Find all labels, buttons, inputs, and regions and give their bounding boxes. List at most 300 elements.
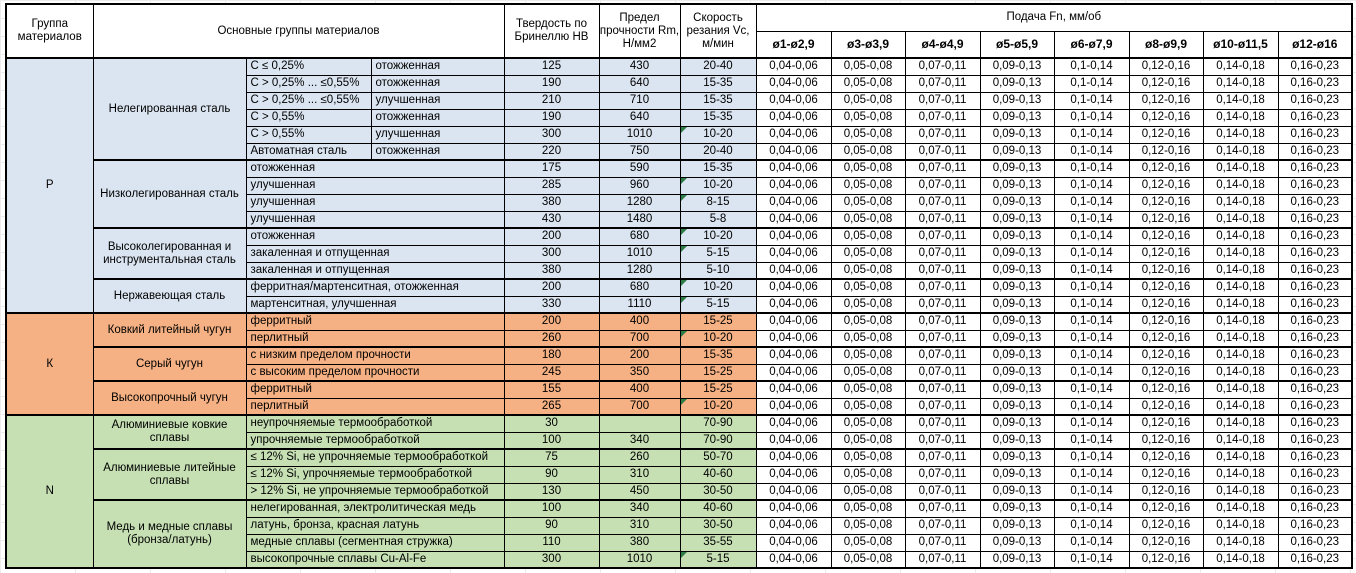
- feed-cell[interactable]: 0,05-0,08: [831, 92, 905, 109]
- speed-cell[interactable]: 15-25: [680, 313, 756, 330]
- feed-cell[interactable]: 0,05-0,08: [831, 347, 905, 364]
- feed-cell[interactable]: 0,1-0,14: [1054, 194, 1129, 211]
- feed-cell[interactable]: 0,16-0,23: [1278, 449, 1352, 466]
- condition-cell[interactable]: ≤ 12% Si, не упрочняемые термообработкой: [246, 449, 504, 466]
- hardness-cell[interactable]: 100: [504, 432, 599, 449]
- strength-cell[interactable]: 1010: [599, 551, 680, 568]
- feed-cell[interactable]: 0,04-0,06: [756, 483, 831, 500]
- feed-cell[interactable]: 0,16-0,23: [1278, 296, 1352, 313]
- feed-cell[interactable]: 0,1-0,14: [1054, 432, 1129, 449]
- condition-cell[interactable]: ферритный: [246, 313, 504, 330]
- group-code-cell[interactable]: P: [6, 58, 93, 313]
- feed-cell[interactable]: 0,07-0,11: [905, 160, 980, 177]
- feed-cell[interactable]: 0,1-0,14: [1054, 296, 1129, 313]
- treatment-cell[interactable]: отожженная: [371, 75, 504, 92]
- feed-cell[interactable]: 0,05-0,08: [831, 500, 905, 517]
- feed-cell[interactable]: 0,05-0,08: [831, 398, 905, 415]
- condition-cell[interactable]: перлитный: [246, 398, 504, 415]
- strength-cell[interactable]: 1010: [599, 126, 680, 143]
- feed-cell[interactable]: 0,05-0,08: [831, 449, 905, 466]
- feed-cell[interactable]: 0,04-0,06: [756, 245, 831, 262]
- feed-cell[interactable]: 0,1-0,14: [1054, 126, 1129, 143]
- speed-cell[interactable]: 30-50: [680, 517, 756, 534]
- hardness-cell[interactable]: 265: [504, 398, 599, 415]
- speed-cell[interactable]: 20-40: [680, 58, 756, 75]
- feed-cell[interactable]: 0,05-0,08: [831, 143, 905, 160]
- hardness-cell[interactable]: 300: [504, 551, 599, 568]
- speed-cell[interactable]: 15-35: [680, 92, 756, 109]
- header-feed-d8[interactable]: ø12-ø16: [1278, 31, 1352, 58]
- feed-cell[interactable]: 0,09-0,13: [980, 143, 1054, 160]
- feed-cell[interactable]: 0,09-0,13: [980, 381, 1054, 398]
- condition-cell[interactable]: C > 0,55%: [246, 109, 371, 126]
- hardness-cell[interactable]: 90: [504, 466, 599, 483]
- speed-cell[interactable]: 20-40: [680, 143, 756, 160]
- header-speed[interactable]: Скорость резания Vc, м/мин: [680, 4, 756, 58]
- feed-cell[interactable]: 0,14-0,18: [1203, 432, 1278, 449]
- feed-cell[interactable]: 0,04-0,06: [756, 415, 831, 432]
- feed-cell[interactable]: 0,16-0,23: [1278, 330, 1352, 347]
- strength-cell[interactable]: 1280: [599, 194, 680, 211]
- feed-cell[interactable]: 0,07-0,11: [905, 449, 980, 466]
- feed-cell[interactable]: 0,05-0,08: [831, 415, 905, 432]
- feed-cell[interactable]: 0,07-0,11: [905, 75, 980, 92]
- feed-cell[interactable]: 0,04-0,06: [756, 500, 831, 517]
- feed-cell[interactable]: 0,1-0,14: [1054, 92, 1129, 109]
- material-group-cell[interactable]: Высокопрочный чугун: [93, 381, 246, 415]
- header-hardness[interactable]: Твердость по Бринеллю HB: [504, 4, 599, 58]
- strength-cell[interactable]: 1010: [599, 245, 680, 262]
- feed-cell[interactable]: 0,12-0,16: [1129, 279, 1203, 296]
- strength-cell[interactable]: 680: [599, 279, 680, 296]
- feed-cell[interactable]: 0,12-0,16: [1129, 517, 1203, 534]
- feed-cell[interactable]: 0,14-0,18: [1203, 211, 1278, 228]
- feed-cell[interactable]: 0,14-0,18: [1203, 364, 1278, 381]
- feed-cell[interactable]: 0,1-0,14: [1054, 109, 1129, 126]
- feed-cell[interactable]: 0,16-0,23: [1278, 466, 1352, 483]
- condition-cell[interactable]: упрочняемые термообработкой: [246, 432, 504, 449]
- hardness-cell[interactable]: 180: [504, 347, 599, 364]
- feed-cell[interactable]: 0,09-0,13: [980, 398, 1054, 415]
- feed-cell[interactable]: 0,16-0,23: [1278, 500, 1352, 517]
- condition-cell[interactable]: C > 0,25% ... ≤0,55%: [246, 75, 371, 92]
- feed-cell[interactable]: 0,12-0,16: [1129, 466, 1203, 483]
- feed-cell[interactable]: 0,09-0,13: [980, 500, 1054, 517]
- strength-cell[interactable]: 310: [599, 517, 680, 534]
- strength-cell[interactable]: 380: [599, 534, 680, 551]
- speed-cell[interactable]: 40-60: [680, 466, 756, 483]
- speed-cell[interactable]: 5-15: [680, 551, 756, 568]
- feed-cell[interactable]: 0,14-0,18: [1203, 245, 1278, 262]
- feed-cell[interactable]: 0,16-0,23: [1278, 194, 1352, 211]
- feed-cell[interactable]: 0,1-0,14: [1054, 500, 1129, 517]
- feed-cell[interactable]: 0,12-0,16: [1129, 364, 1203, 381]
- speed-cell[interactable]: 10-20: [680, 177, 756, 194]
- speed-cell[interactable]: 15-25: [680, 381, 756, 398]
- feed-cell[interactable]: 0,16-0,23: [1278, 75, 1352, 92]
- feed-cell[interactable]: 0,12-0,16: [1129, 245, 1203, 262]
- feed-cell[interactable]: 0,07-0,11: [905, 330, 980, 347]
- material-group-cell[interactable]: Серый чугун: [93, 347, 246, 381]
- strength-cell[interactable]: 640: [599, 109, 680, 126]
- feed-cell[interactable]: 0,14-0,18: [1203, 466, 1278, 483]
- feed-cell[interactable]: 0,09-0,13: [980, 92, 1054, 109]
- feed-cell[interactable]: 0,1-0,14: [1054, 364, 1129, 381]
- feed-cell[interactable]: 0,09-0,13: [980, 211, 1054, 228]
- hardness-cell[interactable]: 210: [504, 92, 599, 109]
- feed-cell[interactable]: 0,1-0,14: [1054, 466, 1129, 483]
- feed-cell[interactable]: 0,07-0,11: [905, 92, 980, 109]
- feed-cell[interactable]: 0,04-0,06: [756, 347, 831, 364]
- speed-cell[interactable]: 10-20: [680, 279, 756, 296]
- material-group-cell[interactable]: Алюминиевые литейные сплавы: [93, 449, 246, 500]
- feed-cell[interactable]: 0,04-0,06: [756, 211, 831, 228]
- feed-cell[interactable]: 0,04-0,06: [756, 262, 831, 279]
- feed-cell[interactable]: 0,04-0,06: [756, 194, 831, 211]
- feed-cell[interactable]: 0,12-0,16: [1129, 415, 1203, 432]
- strength-cell[interactable]: 200: [599, 347, 680, 364]
- feed-cell[interactable]: 0,1-0,14: [1054, 211, 1129, 228]
- feed-cell[interactable]: 0,05-0,08: [831, 364, 905, 381]
- hardness-cell[interactable]: 200: [504, 313, 599, 330]
- feed-cell[interactable]: 0,12-0,16: [1129, 58, 1203, 75]
- feed-cell[interactable]: 0,14-0,18: [1203, 398, 1278, 415]
- feed-cell[interactable]: 0,04-0,06: [756, 330, 831, 347]
- feed-cell[interactable]: 0,1-0,14: [1054, 279, 1129, 296]
- feed-cell[interactable]: 0,04-0,06: [756, 398, 831, 415]
- strength-cell[interactable]: 260: [599, 449, 680, 466]
- speed-cell[interactable]: 5-15: [680, 296, 756, 313]
- treatment-cell[interactable]: улучшенная: [371, 92, 504, 109]
- feed-cell[interactable]: 0,04-0,06: [756, 228, 831, 245]
- feed-cell[interactable]: 0,1-0,14: [1054, 313, 1129, 330]
- condition-cell[interactable]: с высоким пределом прочности: [246, 364, 504, 381]
- hardness-cell[interactable]: 90: [504, 517, 599, 534]
- feed-cell[interactable]: 0,14-0,18: [1203, 279, 1278, 296]
- speed-cell[interactable]: 5-15: [680, 245, 756, 262]
- feed-cell[interactable]: 0,09-0,13: [980, 177, 1054, 194]
- feed-cell[interactable]: 0,12-0,16: [1129, 126, 1203, 143]
- feed-cell[interactable]: 0,09-0,13: [980, 347, 1054, 364]
- feed-cell[interactable]: 0,09-0,13: [980, 449, 1054, 466]
- feed-cell[interactable]: 0,09-0,13: [980, 551, 1054, 568]
- speed-cell[interactable]: 10-20: [680, 330, 756, 347]
- hardness-cell[interactable]: 300: [504, 126, 599, 143]
- feed-cell[interactable]: 0,16-0,23: [1278, 245, 1352, 262]
- condition-cell[interactable]: высокопрочные сплавы Cu-Al-Fe: [246, 551, 504, 568]
- feed-cell[interactable]: 0,07-0,11: [905, 143, 980, 160]
- feed-cell[interactable]: 0,14-0,18: [1203, 296, 1278, 313]
- feed-cell[interactable]: 0,12-0,16: [1129, 381, 1203, 398]
- feed-cell[interactable]: 0,12-0,16: [1129, 143, 1203, 160]
- feed-cell[interactable]: 0,16-0,23: [1278, 517, 1352, 534]
- feed-cell[interactable]: 0,14-0,18: [1203, 415, 1278, 432]
- feed-cell[interactable]: 0,05-0,08: [831, 432, 905, 449]
- hardness-cell[interactable]: 125: [504, 58, 599, 75]
- strength-cell[interactable]: 310: [599, 466, 680, 483]
- feed-cell[interactable]: 0,07-0,11: [905, 466, 980, 483]
- feed-cell[interactable]: 0,16-0,23: [1278, 143, 1352, 160]
- feed-cell[interactable]: 0,12-0,16: [1129, 500, 1203, 517]
- feed-cell[interactable]: 0,12-0,16: [1129, 330, 1203, 347]
- speed-cell[interactable]: 5-8: [680, 211, 756, 228]
- hardness-cell[interactable]: 260: [504, 330, 599, 347]
- feed-cell[interactable]: 0,07-0,11: [905, 364, 980, 381]
- feed-cell[interactable]: 0,1-0,14: [1054, 143, 1129, 160]
- feed-cell[interactable]: 0,16-0,23: [1278, 432, 1352, 449]
- hardness-cell[interactable]: 430: [504, 211, 599, 228]
- material-group-cell[interactable]: Ковкий литейный чугун: [93, 313, 246, 347]
- hardness-cell[interactable]: 285: [504, 177, 599, 194]
- feed-cell[interactable]: 0,04-0,06: [756, 313, 831, 330]
- feed-cell[interactable]: 0,07-0,11: [905, 245, 980, 262]
- feed-cell[interactable]: 0,14-0,18: [1203, 194, 1278, 211]
- condition-cell[interactable]: ферритный: [246, 381, 504, 398]
- feed-cell[interactable]: 0,12-0,16: [1129, 398, 1203, 415]
- speed-cell[interactable]: 15-35: [680, 75, 756, 92]
- feed-cell[interactable]: 0,04-0,06: [756, 381, 831, 398]
- feed-cell[interactable]: 0,05-0,08: [831, 534, 905, 551]
- feed-cell[interactable]: 0,14-0,18: [1203, 92, 1278, 109]
- feed-cell[interactable]: 0,05-0,08: [831, 551, 905, 568]
- feed-cell[interactable]: 0,04-0,06: [756, 551, 831, 568]
- feed-cell[interactable]: 0,04-0,06: [756, 432, 831, 449]
- header-feed-d1[interactable]: ø1-ø2,9: [756, 31, 831, 58]
- feed-cell[interactable]: 0,14-0,18: [1203, 75, 1278, 92]
- feed-cell[interactable]: 0,07-0,11: [905, 432, 980, 449]
- feed-cell[interactable]: 0,04-0,06: [756, 296, 831, 313]
- condition-cell[interactable]: C ≤ 0,25%: [246, 58, 371, 75]
- feed-cell[interactable]: 0,09-0,13: [980, 364, 1054, 381]
- feed-cell[interactable]: 0,1-0,14: [1054, 347, 1129, 364]
- feed-cell[interactable]: 0,16-0,23: [1278, 381, 1352, 398]
- feed-cell[interactable]: 0,05-0,08: [831, 211, 905, 228]
- feed-cell[interactable]: 0,16-0,23: [1278, 211, 1352, 228]
- strength-cell[interactable]: [599, 415, 680, 432]
- feed-cell[interactable]: 0,16-0,23: [1278, 279, 1352, 296]
- feed-cell[interactable]: 0,1-0,14: [1054, 398, 1129, 415]
- header-feed-d5[interactable]: ø6-ø7,9: [1054, 31, 1129, 58]
- feed-cell[interactable]: 0,05-0,08: [831, 245, 905, 262]
- strength-cell[interactable]: 700: [599, 398, 680, 415]
- speed-cell[interactable]: 70-90: [680, 415, 756, 432]
- condition-cell[interactable]: улучшенная: [246, 211, 504, 228]
- feed-cell[interactable]: 0,16-0,23: [1278, 313, 1352, 330]
- hardness-cell[interactable]: 130: [504, 483, 599, 500]
- material-group-cell[interactable]: Нелегированная сталь: [93, 58, 246, 160]
- feed-cell[interactable]: 0,14-0,18: [1203, 483, 1278, 500]
- feed-cell[interactable]: 0,12-0,16: [1129, 432, 1203, 449]
- strength-cell[interactable]: 450: [599, 483, 680, 500]
- condition-cell[interactable]: улучшенная: [246, 177, 504, 194]
- feed-cell[interactable]: 0,1-0,14: [1054, 551, 1129, 568]
- speed-cell[interactable]: 35-55: [680, 534, 756, 551]
- feed-cell[interactable]: 0,05-0,08: [831, 177, 905, 194]
- feed-cell[interactable]: 0,16-0,23: [1278, 364, 1352, 381]
- feed-cell[interactable]: 0,14-0,18: [1203, 160, 1278, 177]
- feed-cell[interactable]: 0,09-0,13: [980, 58, 1054, 75]
- feed-cell[interactable]: 0,05-0,08: [831, 58, 905, 75]
- condition-cell[interactable]: отожженная: [246, 160, 504, 177]
- feed-cell[interactable]: 0,16-0,23: [1278, 177, 1352, 194]
- treatment-cell[interactable]: улучшенная: [371, 126, 504, 143]
- feed-cell[interactable]: 0,09-0,13: [980, 245, 1054, 262]
- feed-cell[interactable]: 0,1-0,14: [1054, 245, 1129, 262]
- feed-cell[interactable]: 0,05-0,08: [831, 194, 905, 211]
- hardness-cell[interactable]: 220: [504, 143, 599, 160]
- feed-cell[interactable]: 0,04-0,06: [756, 75, 831, 92]
- condition-cell[interactable]: ≤ 12% Si, упрочняемые термообработкой: [246, 466, 504, 483]
- feed-cell[interactable]: 0,07-0,11: [905, 177, 980, 194]
- feed-cell[interactable]: 0,14-0,18: [1203, 262, 1278, 279]
- feed-cell[interactable]: 0,16-0,23: [1278, 483, 1352, 500]
- feed-cell[interactable]: 0,12-0,16: [1129, 228, 1203, 245]
- hardness-cell[interactable]: 200: [504, 279, 599, 296]
- feed-cell[interactable]: 0,14-0,18: [1203, 228, 1278, 245]
- feed-cell[interactable]: 0,12-0,16: [1129, 92, 1203, 109]
- feed-cell[interactable]: 0,12-0,16: [1129, 313, 1203, 330]
- feed-cell[interactable]: 0,14-0,18: [1203, 143, 1278, 160]
- feed-cell[interactable]: 0,05-0,08: [831, 466, 905, 483]
- feed-cell[interactable]: 0,16-0,23: [1278, 551, 1352, 568]
- hardness-cell[interactable]: 300: [504, 245, 599, 262]
- feed-cell[interactable]: 0,1-0,14: [1054, 228, 1129, 245]
- feed-cell[interactable]: 0,16-0,23: [1278, 262, 1352, 279]
- feed-cell[interactable]: 0,09-0,13: [980, 228, 1054, 245]
- feed-cell[interactable]: 0,09-0,13: [980, 330, 1054, 347]
- feed-cell[interactable]: 0,09-0,13: [980, 432, 1054, 449]
- speed-cell[interactable]: 15-35: [680, 109, 756, 126]
- feed-cell[interactable]: 0,05-0,08: [831, 126, 905, 143]
- feed-cell[interactable]: 0,07-0,11: [905, 109, 980, 126]
- feed-cell[interactable]: 0,07-0,11: [905, 347, 980, 364]
- header-feed-d3[interactable]: ø4-ø4,9: [905, 31, 980, 58]
- feed-cell[interactable]: 0,16-0,23: [1278, 109, 1352, 126]
- feed-cell[interactable]: 0,05-0,08: [831, 228, 905, 245]
- feed-cell[interactable]: 0,12-0,16: [1129, 75, 1203, 92]
- material-group-cell[interactable]: Высоколегированная и инструментальная сталь: [93, 228, 246, 279]
- feed-cell[interactable]: 0,16-0,23: [1278, 534, 1352, 551]
- feed-cell[interactable]: 0,05-0,08: [831, 330, 905, 347]
- feed-cell[interactable]: 0,12-0,16: [1129, 109, 1203, 126]
- condition-cell[interactable]: C > 0,55%: [246, 126, 371, 143]
- condition-cell[interactable]: с низким пределом прочности: [246, 347, 504, 364]
- strength-cell[interactable]: 400: [599, 381, 680, 398]
- feed-cell[interactable]: 0,04-0,06: [756, 517, 831, 534]
- feed-cell[interactable]: 0,05-0,08: [831, 313, 905, 330]
- strength-cell[interactable]: 400: [599, 313, 680, 330]
- condition-cell[interactable]: нелегированная, электролитическая медь: [246, 500, 504, 517]
- feed-cell[interactable]: 0,07-0,11: [905, 500, 980, 517]
- feed-cell[interactable]: 0,09-0,13: [980, 517, 1054, 534]
- feed-cell[interactable]: 0,14-0,18: [1203, 500, 1278, 517]
- strength-cell[interactable]: 700: [599, 330, 680, 347]
- feed-cell[interactable]: 0,12-0,16: [1129, 483, 1203, 500]
- feed-cell[interactable]: 0,09-0,13: [980, 194, 1054, 211]
- feed-cell[interactable]: 0,05-0,08: [831, 109, 905, 126]
- feed-cell[interactable]: 0,1-0,14: [1054, 58, 1129, 75]
- feed-cell[interactable]: 0,04-0,06: [756, 160, 831, 177]
- header-feed-d6[interactable]: ø8-ø9,9: [1129, 31, 1203, 58]
- hardness-cell[interactable]: 100: [504, 500, 599, 517]
- condition-cell[interactable]: медные сплавы (сегментная стружка): [246, 534, 504, 551]
- feed-cell[interactable]: 0,05-0,08: [831, 517, 905, 534]
- strength-cell[interactable]: 340: [599, 432, 680, 449]
- feed-cell[interactable]: 0,09-0,13: [980, 109, 1054, 126]
- condition-cell[interactable]: ферритная/мартенситная, отожженная: [246, 279, 504, 296]
- feed-cell[interactable]: 0,04-0,06: [756, 466, 831, 483]
- feed-cell[interactable]: 0,07-0,11: [905, 279, 980, 296]
- feed-cell[interactable]: 0,04-0,06: [756, 143, 831, 160]
- feed-cell[interactable]: 0,12-0,16: [1129, 211, 1203, 228]
- condition-cell[interactable]: отожженная: [246, 228, 504, 245]
- feed-cell[interactable]: 0,1-0,14: [1054, 381, 1129, 398]
- material-group-cell[interactable]: Медь и медные сплавы (бронза/латунь): [93, 500, 246, 568]
- hardness-cell[interactable]: 75: [504, 449, 599, 466]
- feed-cell[interactable]: 0,14-0,18: [1203, 551, 1278, 568]
- header-feed-d4[interactable]: ø5-ø5,9: [980, 31, 1054, 58]
- feed-cell[interactable]: 0,05-0,08: [831, 483, 905, 500]
- feed-cell[interactable]: 0,14-0,18: [1203, 58, 1278, 75]
- feed-cell[interactable]: 0,09-0,13: [980, 483, 1054, 500]
- hardness-cell[interactable]: 380: [504, 262, 599, 279]
- feed-cell[interactable]: 0,09-0,13: [980, 466, 1054, 483]
- speed-cell[interactable]: 40-60: [680, 500, 756, 517]
- feed-cell[interactable]: 0,16-0,23: [1278, 398, 1352, 415]
- feed-cell[interactable]: 0,04-0,06: [756, 92, 831, 109]
- feed-cell[interactable]: 0,16-0,23: [1278, 160, 1352, 177]
- hardness-cell[interactable]: 380: [504, 194, 599, 211]
- strength-cell[interactable]: 340: [599, 500, 680, 517]
- feed-cell[interactable]: 0,05-0,08: [831, 296, 905, 313]
- treatment-cell[interactable]: отожженная: [371, 143, 504, 160]
- feed-cell[interactable]: 0,09-0,13: [980, 415, 1054, 432]
- group-code-cell[interactable]: К: [6, 313, 93, 415]
- feed-cell[interactable]: 0,1-0,14: [1054, 75, 1129, 92]
- strength-cell[interactable]: 590: [599, 160, 680, 177]
- feed-cell[interactable]: 0,1-0,14: [1054, 534, 1129, 551]
- feed-cell[interactable]: 0,14-0,18: [1203, 347, 1278, 364]
- strength-cell[interactable]: 710: [599, 92, 680, 109]
- feed-cell[interactable]: 0,04-0,06: [756, 177, 831, 194]
- feed-cell[interactable]: 0,1-0,14: [1054, 517, 1129, 534]
- speed-cell[interactable]: 15-35: [680, 347, 756, 364]
- feed-cell[interactable]: 0,07-0,11: [905, 228, 980, 245]
- feed-cell[interactable]: 0,05-0,08: [831, 160, 905, 177]
- feed-cell[interactable]: 0,14-0,18: [1203, 126, 1278, 143]
- feed-cell[interactable]: 0,12-0,16: [1129, 177, 1203, 194]
- feed-cell[interactable]: 0,12-0,16: [1129, 194, 1203, 211]
- feed-cell[interactable]: 0,04-0,06: [756, 279, 831, 296]
- feed-cell[interactable]: 0,07-0,11: [905, 313, 980, 330]
- feed-cell[interactable]: 0,07-0,11: [905, 381, 980, 398]
- hardness-cell[interactable]: 330: [504, 296, 599, 313]
- speed-cell[interactable]: 5-10: [680, 262, 756, 279]
- condition-cell[interactable]: перлитный: [246, 330, 504, 347]
- header-feed-title[interactable]: Подача Fn, мм/об: [756, 4, 1352, 31]
- feed-cell[interactable]: 0,05-0,08: [831, 262, 905, 279]
- feed-cell[interactable]: 0,09-0,13: [980, 126, 1054, 143]
- feed-cell[interactable]: 0,04-0,06: [756, 449, 831, 466]
- feed-cell[interactable]: 0,09-0,13: [980, 313, 1054, 330]
- hardness-cell[interactable]: 175: [504, 160, 599, 177]
- feed-cell[interactable]: 0,12-0,16: [1129, 262, 1203, 279]
- feed-cell[interactable]: 0,12-0,16: [1129, 296, 1203, 313]
- condition-cell[interactable]: улучшенная: [246, 194, 504, 211]
- feed-cell[interactable]: 0,16-0,23: [1278, 415, 1352, 432]
- feed-cell[interactable]: 0,16-0,23: [1278, 347, 1352, 364]
- condition-cell[interactable]: C > 0,25% ... ≤0,55%: [246, 92, 371, 109]
